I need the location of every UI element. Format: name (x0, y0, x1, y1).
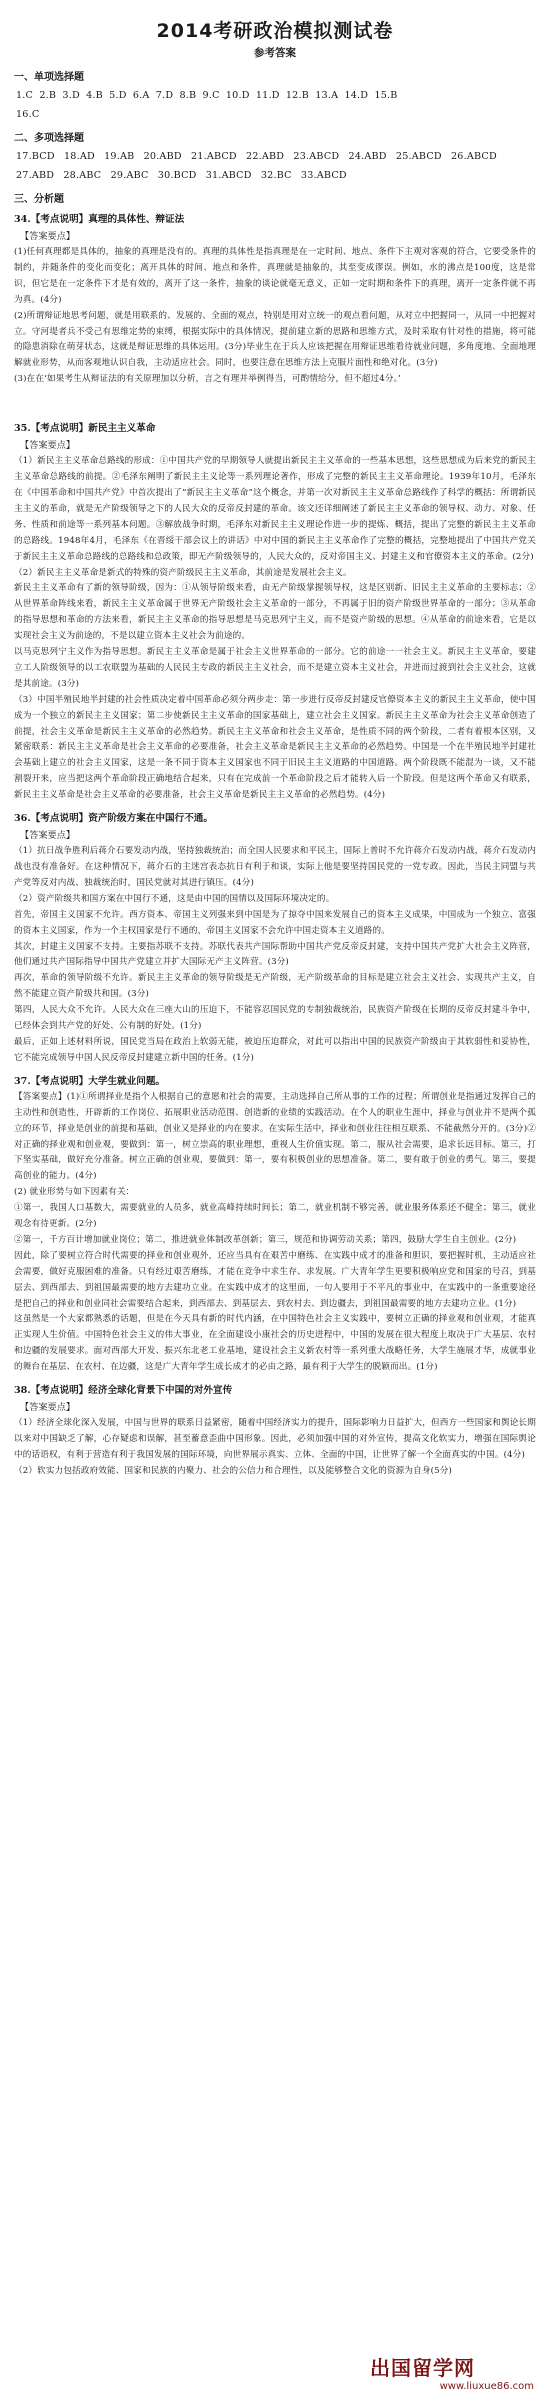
q36-heading: 36.【考点说明】资产阶级方案在中国行不通。 (14, 813, 213, 825)
q35-heading: 35.【考点说明】新民主主义革命 (14, 423, 156, 435)
q34-paragraph: (1)任何真理都是具体的，抽象的真理是没有的。真理的具体性是指真理是在一定时间、地点、条件下主观对客观的符合，它要受条件的制约，并随条件的变化而变化；离开具体的时间、地点和条件，真理就是抽象的，其至变成谬误。例如，水的沸点是100度，这是常识，但它是在一定条件下才是有效的，离开了这一条件，抽象的谈论就毫无意义，正如一定时期和条件下的真理，离开一定条件就不再为真。(4分) (14, 247, 536, 305)
q35-paragraph: 以马克思列宁主义作为指导思想。新民主主义革命是属于社会主义世界革命的一部分。它的前途一一社会主义。新民主主义革命，要建立工人阶级领导的以工农联盟为基础的人民民主专政的新民主主义社会，而不是建立资本主义社会，并进而过渡到社会主义社会，这就是其前途。(3分) (14, 647, 536, 689)
q35-paragraph: （1）新民主主义革命总路线的形成：①中国共产党的早期领导人就提出新民主主义革命的一些基本思想，这些思想成为后来党的新民主主义革命总路线的前提。②毛泽东阐明了新民主主义论等一系列理论著作，形成了完整的新民主主义革命理论。1939年10月，毛泽东在《中国革命和中国共产党》中首次提出了“新民主主义革命”这个概念，并第一次对新民主主义革命总路线作了科学的概括：所谓新民主主义的革命，就是无产阶级领导之下的人民大众的反帝反封建的革命。该文还详细阐述了新民主主义革命的领导权、动力、对象、任务、性质和前途等一系列基本问题。③解放战争时期，毛泽东对新民主主义理论作进一步的提炼、概括，提出了完整的新民主主义革命的总路线。1948年4月，毛泽东《在晋绥干部会议上的讲话》中对中国的新民主主义革命作了完整的概括，完整地提出了中国共产党关于新民主主义革命总路线的总路线和总政策，即无产阶级领导的，人民大众的，反对帝国主义、封建主义和官僚资本主义的革命。(2分) (14, 456, 536, 562)
q37-heading: 37.【考点说明】大学生就业问题。 (14, 1075, 166, 1087)
section2-heading: 二、多项选择题 (14, 133, 84, 144)
q37-paragraph: (2) 就业形势与如下因素有关： (14, 1187, 135, 1198)
q34-answer-tag: 【答案要点】 (20, 231, 76, 242)
q37-paragraph: 【答案要点】(1)①所谓择业是指个人根据自己的意愿和社会的需要，主动选择自己所从事的工作的过程；所谓创业是指通过发挥自己的主动性和创造性，开辟新的工作岗位、拓展职业活动范围、创造新的业绩的实践活动。在个人的职业生涯中，择业与创业并不是两个孤立的环节，择业是创业的前提和基础，创业又是择业的内在要求。在实际生活中，择业和创业往往相互联系、不能截然分开的。(3分)②对正确的择业观和创业观，要做到：第一，树立崇高的职业理想，重视人生价值实现。第二，服从社会需要，追求长远目标。第三，打下坚实基础，做好充分准备。树立正确的创业观，要做到：第一，要有积极创业的思想准备。第二，要有敢于创业的勇气。第三，要提高创业的能力。(4分) (14, 1091, 536, 1182)
exam-title: 2014考研政治模拟测试卷 (156, 20, 394, 42)
section1-answers-line1: 1.C 2.B 3.D 4.B 5.D 6.A 7.D 8.B 9.C 10.D 11.D 12.B 13.A 14.D 15.B (16, 90, 398, 101)
q38-answer-tag: 【答案要点】 (20, 1402, 76, 1414)
q36-paragraph: （1）抗日战争胜利后蒋介石要发动内战，坚持独裁统治；而全国人民要求和平民主，国际上普时不允许蒋介石发动内战，蒋介石发动内战也没有准备好。在这种情况下，蒋介石的主迷宫表态抗日有利于和谈，实际上他是要坚持国民党的一党专政。因此，当民主同盟与共产党等反对内战、独裁统治时，国民党就对其进行镇压。(4分) (14, 846, 536, 888)
q35-answer-tag: 【答案要点】 (20, 440, 76, 452)
q36-paragraph: 再次，革命的领导阶级不允许。新民主主义革命的领导阶级是无产阶级，无产阶级革命的目标是建立社会主义社会、实现共产主义，自然不能建立资产阶级共和国。(3分) (14, 973, 536, 1000)
q34-paragraph: (3)在在‘如果考生从辩证法的有关原理加以分析，言之有理并举例得当，可酌情给分，但不超过4分。’ (14, 374, 401, 385)
section2-answers-line2: 27.ABD 28.ABC 29.ABC 30.BCD 31.ABCD 32.BC 33.ABCD (16, 170, 347, 181)
q37-paragraph: ①第一，我国人口基数大，需要就业的人员多，就业高峰持续时间长；第二，就业机制不够完善，就业服务体系还不健全；第三，就业观念有待更新。(2分) (14, 1203, 536, 1230)
q35-paragraph: （2）新民主主义革命是新式的特殊的资产阶级民主主义革命，其前途是发展社会主义。 (14, 567, 352, 578)
section3-heading: 三、分析题 (14, 194, 64, 205)
watermark-site-name: 出国留学网 (370, 2356, 475, 2380)
q35-paragraph: 新民主主义革命有了新的领导阶级，因为：①从领导阶级来看，由无产阶级掌握领导权，这是区别新、旧民主主义革命的主要标志；②从世界革命阵线来看，新民主主义革命属于世界无产阶级社会主义革命的一部分，不再属于旧的资产阶级世界革命的一部分；③从革命的指导思想和革命的方法来看，新民主主义革命的指导思想是马克思列宁主义，而不是资产阶级的思想。④从革命的前途来看，它是以实现社会主义为前途的，不是以建立资本主义社会为前途的。 (14, 583, 536, 642)
q36-paragraph: （2）资产阶级共和国方案在中国行不通，这是由中国的国情以及国际环境决定的。 (14, 893, 335, 904)
q35-paragraph: （3）中国半殖民地半封建的社会性质决定着中国革命必须分两步走：第一步进行反帝反封建反官僚资本主义的新民主主义革命，使中国成为一个独立的新民主主义国家；第二步使新民主主义革命的国家基础上，建立社会主义国家。新民主主义革命为社会主义革命创造了前提，社会主义革命是新民主主义革命的必然趋势。新民主主义革命和社会主义革命，是性质不同的两个阶段，二者有着根本区别，又紧密联系：新民主主义革命是社会主义革命的必要准备，社会主义革命是新民主主义革命的必然趋势。中国是一个在半殖民地半封建社会基础上建立的社会主义国家，这是一条不同于资本主义国家也不同于旧民主主义道路的中国道路。两个阶段既不能混为一谈，又不能割裂开来，应当把这两个革命阶段正确地结合起来，只有在完成前一个革命阶段之后才能转入后一个阶段。但是这两个革命又有联系，新民主主义革命是社会主义革命的必要准备，社会主义革命是新民主主义革命的必然趋势。(4分) (14, 694, 536, 801)
section1-answers-line2: 16.C (16, 109, 40, 120)
q36-paragraph: 最后，正如上述材料所说，国民党当局在政治上软弱无能，被迫压迫群众，对此可以指出中国的民族资产阶级由于其软弱性和妥协性，它不能完成领导中国人民反帝反封建建立新中国的任务。(1分) (14, 1036, 536, 1063)
q36-paragraph: 第四，人民大众不允许。人民大众在三座大山的压迫下，不能容忍国民党的专制独裁统治，民族资产阶级在长期的反帝反封建斗争中，已经体会到共产党的好处、公有制的好处。(1分) (14, 1005, 536, 1032)
q37-paragraph: ②第一，千方百计增加就业岗位；第二，推进就业体制改革创新；第三，规范和协调劳动关系；第四，鼓励大学生自主创业。(2分) (14, 1234, 517, 1245)
q36-paragraph: 其次，封建主义国家不支持。主要指苏联不支持。苏联代表共产国际帮助中国共产党反帝反封建，支持中国共产党扩大社会主义阵营，他们通过共产国际指导中国共产党建立并扩大国际无产主义阵营。(3分) (14, 941, 536, 968)
q36-answer-tag: 【答案要点】 (20, 830, 76, 842)
q37-paragraph: 因此，除了要树立符合时代需要的择业和创业观外，还应当具有在艰苦中磨练、在实践中成才的准备和胆识，要把握时机，主动适应社会需要，做好克服困难的准备。只有经过艰苦磨练，才能在竞争中求生存、求发展。广大青年学生更要积极响应党和国家的号召，到基层去、到西部去、到祖国最需要的地方去建功立业。在实践中成才的这里面，一句人要用于不平凡的事业中，在实践中的一条重要途径是把自己的择业和创业同社会需要结合起来，到西部去、到基层去、到农村去、到边疆去，到祖国最需要的地方去建功立业。(1分) (14, 1250, 536, 1309)
q38-paragraph: （1）经济全球化深入发展，中国与世界的联系日益紧密，随着中国经济实力的提升，国际影响力日益扩大，但西方一些国家和舆论长期以来对中国缺乏了解，心存疑虑和误解，甚至蓄意歪曲中国形象。因此，必须加强中国的对外宣传，提高文化软实力，增强在国际舆论中的话语权，有利于营造有利于我国发展的国际环境，向世界展示真实、立体、全面的中国，让世界了解一个全面真实的中国。(4分) (14, 1418, 536, 1460)
section1-heading: 一、单项选择题 (14, 72, 84, 83)
q37-paragraph: 这虽然是一个大家都熟悉的话题，但是在今天具有新的时代内涵，在中国特色社会主义实践中，要树立正确的择业观和创业观，才能真正实现人生价值。中国特色社会主义的伟大事业，在全面建设小康社会的历史进程中，中国的发展在很大程度上取决于广大基层、农村和边疆的发展要求。面对西部大开发、振兴东北老工业基地，建设社会主义新农村等一系列重大战略任务，大学生施展才华，成就事业的舞台在基层、在农村、在边疆，这是广大青年学生成长成才的必由之路，最有利于大学生的脱颖而出。(1分) (14, 1314, 536, 1373)
site-watermark (370, 2352, 540, 2392)
q38-heading: 38.【考点说明】经济全球化背景下中国的对外宣传 (14, 1385, 233, 1397)
section2-answers-line1: 17.BCD 18.AD 19.AB 20.ABD 21.ABCD 22.ABD 23.ABCD 24.ABD 25.ABCD 26.ABCD (16, 151, 497, 162)
q36-paragraph: 首先，帝国主义国家不允许。西方资本、帝国主义列强来到中国是为了掠夺中国来发展自己的资本主义成果，中国成为一个独立、富强的资本主义国家，作为一个主权国家是行不通的，帝国主义国家不会允许中国走资本主义道路的。 (14, 909, 536, 936)
q34-heading: 34.【考点说明】真理的具体性、辩证法 (14, 214, 185, 225)
q38-paragraph: （2）软实力包括政府效能、国家和民族的内聚力、社会的公信力和合理性，以及能够整合文化的资源为自身(5分) (14, 1465, 452, 1476)
exam-subtitle: 参考答案 (254, 47, 296, 59)
q34-paragraph: (2)所谓辩证地思考问题，就是用联系的、发展的、全面的观点，特别是用对立统一的观点看问题，从对立中把握同一，从同一中把握对立。守河堤者兵不受己有思维定势的束缚，根据实际中的具体情况，提前建立新的思路和思维方式，及时采取有针对性的措施，将可能的隐患消除在萌芽状态，这就是辩证思维的具体运用。(3分)毕业生在于兵人应该把握在用辩证思维看待就业问题，多角度地、全面地理解就业形势，从而客观地认识自我，主动适应社会。同时，也要注意在思维方法上克服片面性和绝对化。(3分) (14, 310, 536, 369)
watermark-url: www.liuxue86.com (439, 2381, 534, 2392)
